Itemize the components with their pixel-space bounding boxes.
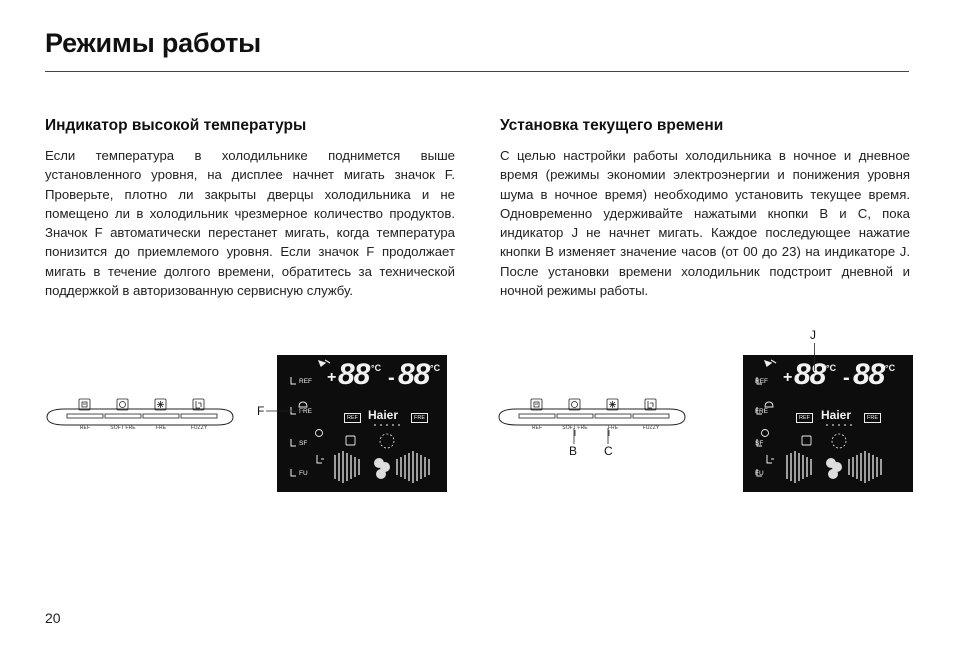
freezer-degree: °C [885, 363, 896, 373]
button-label-fuzzy: FUZZY [190, 425, 208, 431]
section-heading: Установка текущего времени [500, 117, 724, 134]
button-label-ref: REF [531, 425, 543, 431]
freezer-degree: °C [430, 363, 441, 373]
button-label-fuzzy: FUZZY [642, 425, 660, 431]
plus-sign: + [783, 369, 793, 386]
fre-label: FRE [299, 408, 312, 415]
freezer-temp-digits: 88 [853, 358, 885, 391]
fridge-temp-digits: 88 [338, 358, 370, 391]
section-body: Если температура в холодильнике поднимется выше установленного уровня, на дисплее начнет мигать значок F. Проверьте, плотно ли закрыты дверцы холодильника и не помещено ли в холодильник чрезмерное количество продуктов. Значок F автоматически перестанет мигать, когда температура понизится до приемлемого уровня. Если значок F продолжает мигать в течение долгого времени, обратитесь за технической поддержкой в авторизованную сервисную службу. [45, 148, 455, 299]
fre-label: FRE [755, 408, 768, 415]
fuzzy-icon [648, 401, 653, 408]
fridge-degree: °C [371, 363, 382, 373]
control-panel [45, 396, 235, 436]
callout-b: B [569, 444, 578, 458]
callout-f: F [257, 404, 265, 418]
sf-label: SF [299, 440, 308, 447]
callout-bc-leaders [573, 428, 613, 446]
freezer-temp-digits: 88 [398, 358, 430, 391]
page-number: 20 [45, 610, 61, 626]
fre-box-indicator: FRE [411, 413, 428, 423]
fridge-degree: °C [826, 363, 837, 373]
button-label-soft-fre: SOFT FRE [562, 425, 588, 431]
ref-label: REF [755, 378, 768, 385]
lcd-display [743, 355, 913, 492]
lcd-display [277, 355, 447, 492]
ref-icon [82, 402, 87, 407]
plus-sign: + [327, 369, 337, 386]
button-label-soft-fre: SOFT FRE [110, 425, 136, 431]
ref-box-indicator: REF [344, 413, 361, 423]
button-label-fre: FRE [607, 425, 619, 431]
fre-box-indicator: FRE [864, 413, 881, 423]
minus-sign: - [843, 367, 850, 389]
button-label-ref: REF [79, 425, 91, 431]
soft-fre-icon [572, 402, 578, 408]
brand-logo: Haier [368, 408, 399, 422]
sf-label: SF [755, 440, 764, 447]
fu-label: FU [755, 470, 764, 477]
callout-f-leader [266, 408, 306, 414]
fuzzy-icon [196, 401, 201, 408]
ref-box-indicator: REF [796, 413, 813, 423]
button-label-fre: FRE [155, 425, 167, 431]
callout-c: C [604, 444, 613, 458]
snowflake-icon [157, 401, 164, 408]
section-body: С целью настройки работы холодильника в ночное и дневное время (режимы экономии электроэнергии и понижения уровня шума в ночное время) необходимо установить текущее время. Одновременно удерживайте нажатыми кнопки B и C, пока индикатор J не начнет мигать. Каждое последующее нажатие кнопки B изменяет значение часов (от 00 до 23) на индикаторе J. После установки времени холодильник подстроит дневной и ночной режимы работы. [500, 148, 910, 299]
title-divider [45, 71, 909, 72]
ref-icon [534, 402, 539, 407]
section-heading: Индикатор высокой температуры [45, 117, 307, 134]
brand-logo: Haier [821, 408, 852, 422]
minus-sign: - [388, 367, 395, 389]
callout-j: J [810, 328, 816, 342]
ref-label: REF [299, 378, 312, 385]
section-high-temp [45, 117, 455, 300]
callout-j-leader [813, 343, 817, 373]
snowflake-icon [609, 401, 616, 408]
page-title: Режимы работы [45, 28, 261, 58]
soft-fre-icon [120, 402, 126, 408]
fu-label: FU [299, 470, 308, 477]
fridge-temp-digits: 88 [794, 358, 826, 391]
section-set-time [500, 117, 910, 300]
